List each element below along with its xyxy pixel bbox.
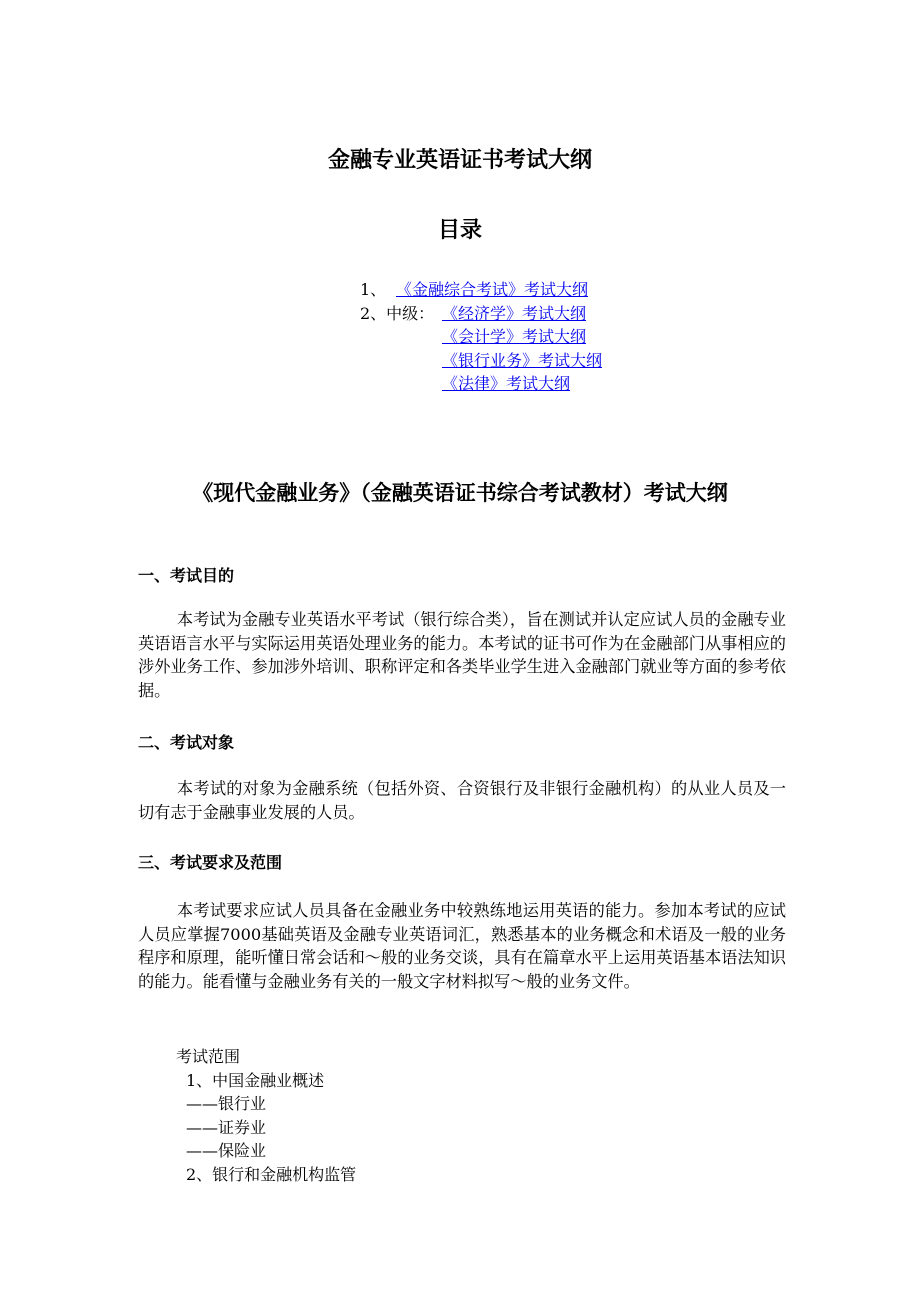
toc-link-finance-exam[interactable]: 《金融综合考试》考试大纲 (396, 280, 589, 299)
toc-link-law[interactable]: 《法律》考试大纲 (442, 374, 571, 393)
exam-scope-label: 考试范围 (176, 1047, 241, 1066)
toc-item-2-sub (360, 325, 602, 349)
exam-scope (176, 1045, 356, 1186)
toc-item-2 (360, 302, 602, 326)
paragraph-exam-requirements: 本考试要求应试人员具备在金融业务中较熟练地运用英语的能力。参加本考试的应试人员应掌握7000基础英语及金融专业英语词汇，熟悉基本的业务概念和术语及一般的业务程序和原理，能听懂日常会话和～般的业务交谈，具有在篇章水平上运用英语基本语法知识的能力。能看懂与金融业务有关的一般文字材料拟写～般的业务文件。 (138, 901, 786, 991)
section-heading: 《现代金融业务》（金融英语证书综合考试教材）考试大纲 (192, 480, 728, 505)
list-item: 2、银行和金融机构监管 (186, 1164, 357, 1184)
table-of-contents (360, 278, 602, 396)
toc-link-economics[interactable]: 《经济学》考试大纲 (442, 303, 587, 323)
toc-link-accounting[interactable]: 《会计学》考试大纲 (442, 327, 587, 346)
heading-exam-purpose: 一、考试目的 (138, 566, 235, 585)
toc-item-2-prefix: 2、中级： (360, 303, 435, 323)
list-item: ——保险业 (186, 1141, 267, 1160)
document-title: 金融专业英语证书考试大纲 (327, 147, 592, 173)
heading-exam-audience: 二、考试对象 (138, 733, 235, 752)
paragraph-exam-audience: 本考试的对象为金融系统（包括外资、合资银行及非银行金融机构）的从业人员及一切有志于金融事业发展的人员。 (138, 779, 786, 822)
toc-title: 目录 (437, 217, 482, 243)
list-item: ——银行业 (186, 1094, 267, 1113)
toc-item-2-sub (360, 349, 602, 373)
toc-item-2-sub (360, 372, 602, 396)
toc-link-banking[interactable]: 《银行业务》考试大纲 (442, 350, 603, 370)
toc-item-1 (360, 278, 602, 302)
paragraph-exam-purpose: 本考试为金融专业英语水平考试（银行综合类），旨在测试并认定应试人员的金融专业英语语言水平与实际运用英语处理业务的能力。本考试的证书可作为在金融部门从事相应的涉外业务工作、参加涉外培训、职称评定和各类毕业学生进入金融部门就业等方面的参考依据。 (138, 610, 786, 700)
list-item: 1、中国金融业概述 (186, 1070, 325, 1090)
toc-item-1-number: 1、 (360, 280, 387, 299)
list-item: ——证券业 (186, 1117, 267, 1137)
heading-exam-requirements: 三、考试要求及范围 (138, 853, 283, 872)
